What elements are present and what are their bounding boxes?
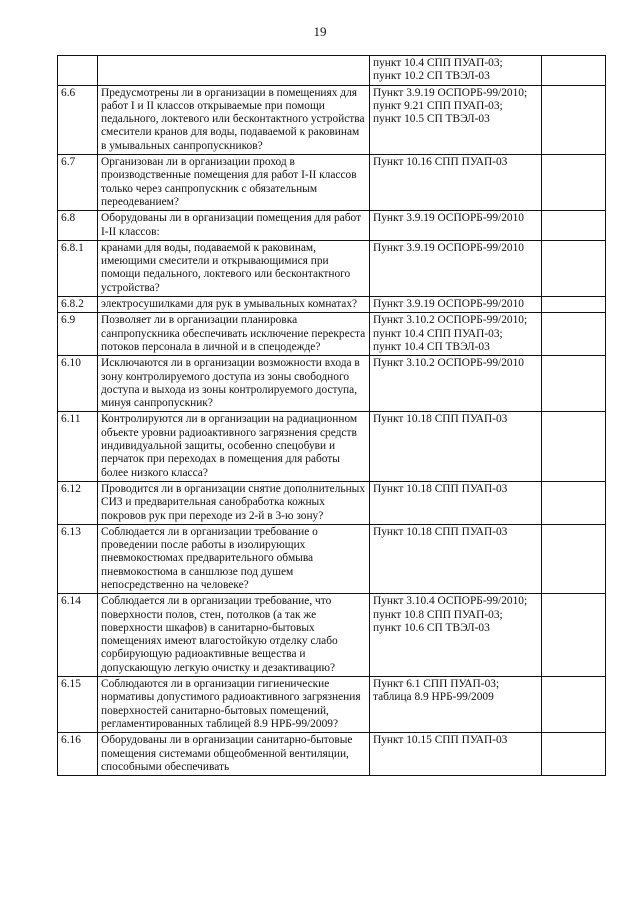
question-cell: [98, 56, 370, 86]
checklist-table: [57, 55, 606, 776]
answer-cell: [542, 524, 606, 593]
question-cell: электросушилками для рук в умывальных комнатах?: [98, 297, 370, 313]
reference-cell: Пункт 3.9.19 ОСПОРБ-99/2010: [370, 240, 542, 296]
answer-cell: [542, 594, 606, 677]
table-row: [58, 412, 606, 481]
question-cell: Соблюдаются ли в организации гигиенические нормативы допустимого радиоактивного загрязнения поверхностей санитарно-бытовых помещений, регламентированных таблицей 8.9 НРБ-99/2009?: [98, 677, 370, 733]
table-row: [58, 677, 606, 733]
reference-cell: Пункт 6.1 СПП ПУАП-03; таблица 8.9 НРБ-99/2009: [370, 677, 542, 733]
question-cell: Оборудованы ли в организации санитарно-бытовые помещения системами общеобменной вентиляции, способными обеспечивать: [98, 733, 370, 776]
question-cell: Соблюдается ли в организации требование о проведении после работы в изолирующих пневмокостюмах предварительного обмыва пневмокостюма в саншлюзе под душем непосредственно на человеке?: [98, 524, 370, 593]
row-number: 6.12: [58, 481, 98, 524]
answer-cell: [542, 677, 606, 733]
table-row: [58, 85, 606, 154]
question-cell: Проводится ли в организации снятие дополнительных СИЗ и предварительная санобработка кожных покровов рук при переходе из 2-й в 3-ю зону?: [98, 481, 370, 524]
table-row: [58, 356, 606, 412]
reference-cell: Пункт 10.18 СПП ПУАП-03: [370, 481, 542, 524]
row-number: 6.14: [58, 594, 98, 677]
row-number: 6.6: [58, 85, 98, 154]
reference-cell: Пункт 10.15 СПП ПУАП-03: [370, 733, 542, 776]
answer-cell: [542, 297, 606, 313]
question-cell: Позволяет ли в организации планировка санпропускника обеспечивать исключение перекреста потоков персонала в личной и в спецодежде?: [98, 313, 370, 356]
row-number: 6.16: [58, 733, 98, 776]
question-cell: Исключаются ли в организации возможности входа в зону контролируемого доступа из зоны свободного доступа и выхода из зоны контролируемого доступа, минуя санпропускник?: [98, 356, 370, 412]
reference-cell: Пункт 3.9.19 ОСПОРБ-99/2010: [370, 211, 542, 241]
table-row: [58, 313, 606, 356]
row-number: 6.10: [58, 356, 98, 412]
answer-cell: [542, 211, 606, 241]
answer-cell: [542, 56, 606, 86]
row-number: 6.11: [58, 412, 98, 481]
answer-cell: [542, 155, 606, 211]
row-number: 6.7: [58, 155, 98, 211]
answer-cell: [542, 313, 606, 356]
reference-cell: Пункт 3.10.4 ОСПОРБ-99/2010; пункт 10.8 СПП ПУАП-03; пункт 10.6 СП ТВЭЛ-03: [370, 594, 542, 677]
table-row: [58, 594, 606, 677]
page-number: 19: [313, 24, 327, 39]
reference-cell: Пункт 10.16 СПП ПУАП-03: [370, 155, 542, 211]
answer-cell: [542, 412, 606, 481]
row-number: 6.15: [58, 677, 98, 733]
table-row: [58, 481, 606, 524]
reference-cell: Пункт 3.10.2 ОСПОРБ-99/2010; пункт 10.4 СПП ПУАП-03; пункт 10.4 СП ТВЭЛ-03: [370, 313, 542, 356]
reference-cell: Пункт 10.18 СПП ПУАП-03: [370, 412, 542, 481]
reference-cell: Пункт 10.18 СПП ПУАП-03: [370, 524, 542, 593]
answer-cell: [542, 733, 606, 776]
question-cell: Соблюдается ли в организации требование, что поверхности полов, стен, потолков (а так же поверхности шкафов) в санитарно-бытовых помещениях имеют влагостойкую отделку слабо сорбирующую радиоактивные вещества и допускающую легкую очистку и дезактивацию?: [98, 594, 370, 677]
table-row: [58, 733, 606, 776]
reference-cell: пункт 10.4 СПП ПУАП-03; пункт 10.2 СП ТВЭЛ-03: [370, 56, 542, 86]
question-cell: Предусмотрены ли в организации в помещениях для работ I и II классов открываемые при помощи педального, локтевого или бесконтактного устройства смесители кранов для воды, подаваемой к раковинам в умывальных санпропускников?: [98, 85, 370, 154]
answer-cell: [542, 481, 606, 524]
reference-cell: Пункт 3.9.19 ОСПОРБ-99/2010; пункт 9.21 СПП ПУАП-03; пункт 10.5 СП ТВЭЛ-03: [370, 85, 542, 154]
table-row: [58, 297, 606, 313]
row-number: 6.8: [58, 211, 98, 241]
row-number: 6.9: [58, 313, 98, 356]
row-number: 6.8.2: [58, 297, 98, 313]
question-cell: Контролируются ли в организации на радиационном объекте уровни радиоактивного загрязнения средств индивидуальной защиты, особенно спецобуви и перчаток при переходах в помещения для работы более низкого класса?: [98, 412, 370, 481]
answer-cell: [542, 240, 606, 296]
table-row: [58, 240, 606, 296]
row-number: [58, 56, 98, 86]
row-number: 6.13: [58, 524, 98, 593]
table-row: [58, 524, 606, 593]
question-cell: Организован ли в организации проход в производственные помещения для работ I-II классов только через санпропускник с обязательным переодеванием?: [98, 155, 370, 211]
table-row: [58, 56, 606, 86]
answer-cell: [542, 85, 606, 154]
answer-cell: [542, 356, 606, 412]
row-number: 6.8.1: [58, 240, 98, 296]
table-row: [58, 211, 606, 241]
reference-cell: Пункт 3.10.2 ОСПОРБ-99/2010: [370, 356, 542, 412]
table-row: [58, 155, 606, 211]
question-cell: кранами для воды, подаваемой к раковинам, имеющими смесители и открывающимися при помощи педального, локтевого или бесконтактного устройства?: [98, 240, 370, 296]
reference-cell: Пункт 3.9.19 ОСПОРБ-99/2010: [370, 297, 542, 313]
question-cell: Оборудованы ли в организации помещения для работ I-II классов:: [98, 211, 370, 241]
